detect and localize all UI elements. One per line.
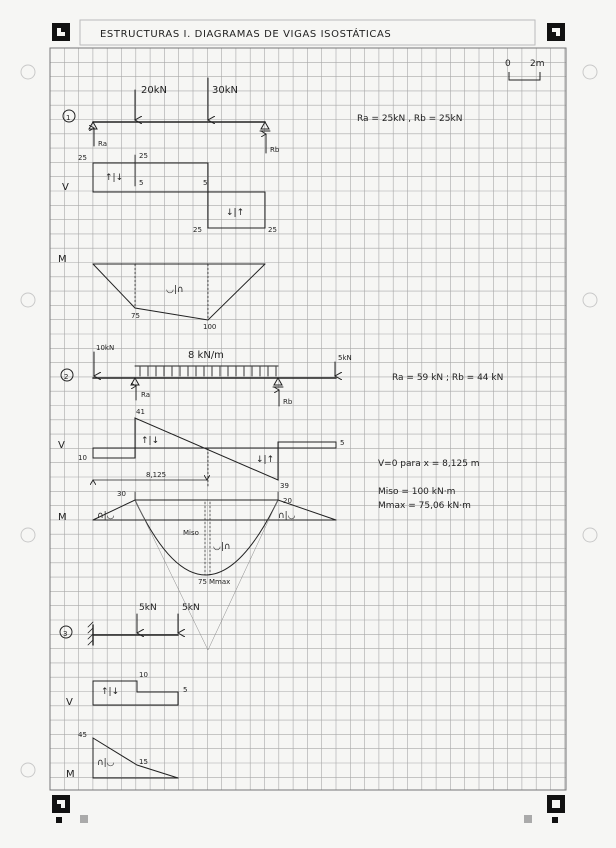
beam1-shear-sign: ↓|↑	[226, 208, 245, 218]
corner-marks	[52, 23, 565, 823]
beam2-shear-sign: ↓|↑	[256, 455, 275, 465]
beam2-number: 2	[64, 373, 69, 381]
beam2-note: Mmax = 75,06 kN·m	[378, 501, 471, 511]
punch-hole	[21, 528, 35, 542]
beam1-shear-value: 5	[139, 179, 144, 187]
beam3-number: 3	[63, 630, 68, 638]
beam1-shear-value: 5	[203, 179, 208, 187]
beam1-moment-sign: ◡|∩	[166, 285, 184, 295]
beam3-load-label-2: 5kN	[182, 603, 200, 613]
beam2-load-label-1: 10kN	[96, 344, 115, 352]
beam3-shear-value: 5	[183, 686, 188, 694]
beam1-moment-value: 75	[131, 312, 140, 320]
beam3-moment-sign: ∩|◡	[97, 758, 115, 768]
beam2-moment-value: 30	[117, 490, 126, 498]
beam2-shear-label: V	[58, 440, 65, 451]
beam2-shear-value: 39	[280, 482, 289, 490]
corner-dot	[524, 815, 532, 823]
scale-length-label: 2m	[530, 59, 545, 69]
scale-bar	[509, 72, 540, 80]
beam1-shear-value: 25	[139, 152, 148, 160]
punch-hole	[583, 528, 597, 542]
beam1-reactions-result: Ra = 25kN , Rb = 25kN	[357, 114, 463, 124]
beam2-moment-max-tag: Mmax	[209, 578, 231, 586]
beam2-distance-label: 8,125	[146, 471, 167, 479]
beam2-shear-value: 5	[340, 439, 345, 447]
beam1-support-a-label: Ra	[98, 140, 107, 148]
beam3-load-label-1: 5kN	[139, 603, 157, 613]
beam3-moment-value: 45	[78, 731, 87, 739]
beam2-shear-value: 41	[136, 408, 145, 416]
beam1-load-label-1: 20kN	[141, 85, 167, 96]
punch-hole	[583, 65, 597, 79]
beam2-shear-diagram	[93, 418, 336, 480]
beam3-moment-label: M	[66, 769, 75, 780]
punch-hole	[583, 293, 597, 307]
beam2-load-label-3: 5kN	[338, 354, 352, 362]
corner-mark-icon	[547, 23, 565, 41]
scale-zero-label: 0	[505, 59, 511, 69]
corner-dot	[80, 815, 88, 823]
beam1-shear-value: 25	[78, 154, 87, 162]
beam2-distributed-load-arrows	[140, 367, 276, 376]
beam1-moment-label: M	[58, 254, 67, 265]
beam3-shear-value: 10	[139, 671, 148, 679]
beam2-note: V=0 para x = 8,125 m	[378, 459, 480, 469]
beam2-shear-sign: ↑|↓	[141, 436, 160, 446]
beam2-reactions-result: Ra = 59 kN ; Rb = 44 kN	[392, 373, 504, 383]
beam1-moment-value: 100	[203, 323, 217, 331]
beam2-moment-sign: ◡|∩	[213, 542, 231, 552]
corner-mark-icon	[52, 23, 70, 41]
beam2-note: Miso = 100 kN·m	[378, 487, 456, 497]
beam1-support-b-label: Rb	[270, 146, 280, 154]
beam3-fixed-support-hatch	[88, 622, 93, 645]
beam1-roller-support-icon	[261, 122, 269, 129]
punch-hole	[21, 293, 35, 307]
beam2-moment-sign: ∩|◡	[278, 511, 296, 521]
beam1-load-label-2: 30kN	[212, 85, 238, 96]
beam2-moment-value: 20	[283, 497, 292, 505]
beam2-moment-diagram-negative	[93, 500, 336, 520]
beam1-shear-sign: ↑|↓	[105, 173, 124, 183]
beam2-moment-sign: ∩|◡	[97, 511, 115, 521]
beam1-number: 1	[66, 114, 71, 122]
corner-dot	[56, 817, 62, 823]
page-title: ESTRUCTURAS I. DIAGRAMAS DE VIGAS ISOSTÁTICAS	[100, 29, 392, 40]
corner-mark-icon	[52, 795, 70, 813]
graph-paper-grid	[50, 48, 566, 790]
beam2-load-label-2: 8 kN/m	[188, 350, 224, 361]
beam1-shear-value: 25	[268, 226, 277, 234]
beam3-moment-value: 15	[139, 758, 148, 766]
beam2-moment-parabola	[135, 500, 278, 575]
beam3-shear-label: V	[66, 697, 73, 708]
corner-dot	[552, 817, 558, 823]
corner-mark-icon	[547, 795, 565, 813]
punch-hole	[21, 65, 35, 79]
beam3-shear-sign: ↑|↓	[101, 687, 120, 697]
beam1-shear-label: V	[62, 182, 69, 193]
beam2-moment-iso-tag: Miso	[183, 529, 199, 537]
beam1-group	[63, 78, 270, 320]
beam1-shear-value: 25	[193, 226, 202, 234]
beam2-shear-value: 10	[78, 454, 87, 462]
beam2-moment-value: 75	[198, 578, 207, 586]
beam2-pin-support-icon	[131, 378, 139, 385]
punch-hole	[21, 763, 35, 777]
beam2-support-b-label: Rb	[283, 398, 293, 406]
beam2-support-a-label: Ra	[141, 391, 150, 399]
beam2-roller-support-icon	[274, 378, 282, 385]
beam2-moment-label: M	[58, 512, 67, 523]
